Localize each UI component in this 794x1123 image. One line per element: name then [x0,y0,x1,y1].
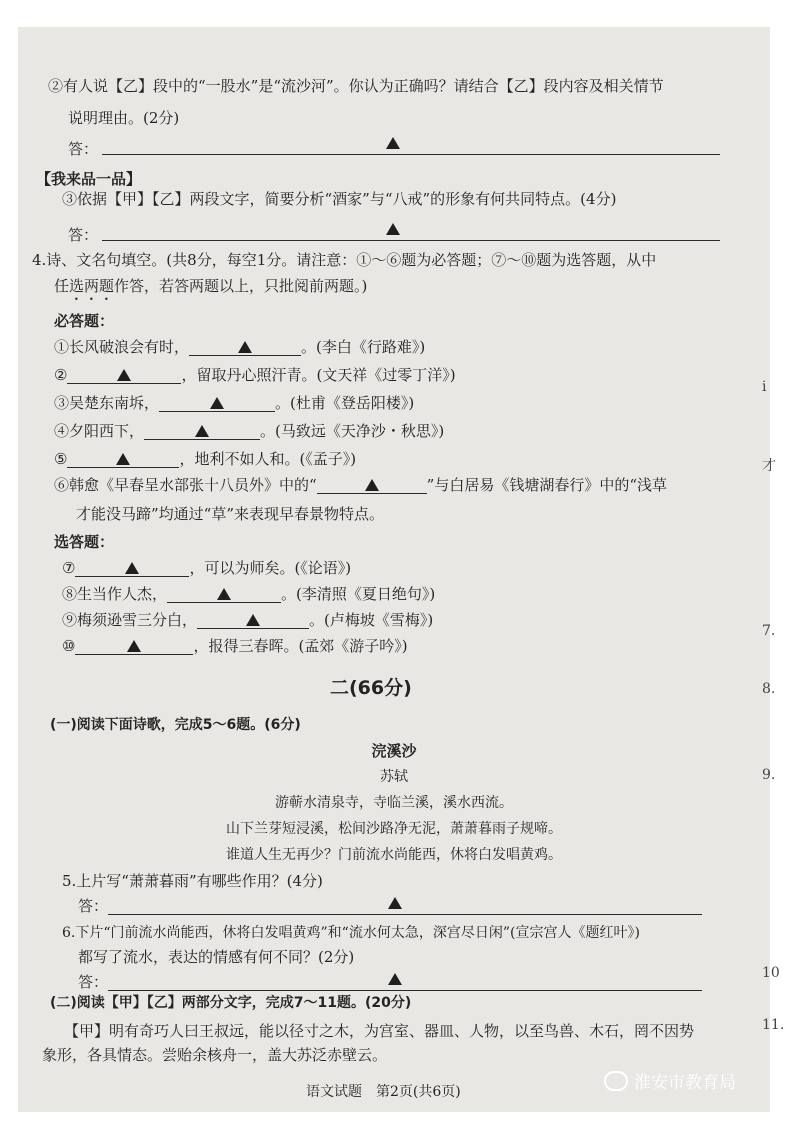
q6-line2: 都写了流水，表达的情感有何不同？(2分) [78,948,355,966]
fill-item-5: ⑤ ，地利不如人和。(《孟子》) [54,450,357,468]
fill-item-6: ⑥韩愈《早春呈水部张十八员外》中的“ ”与白居易《钱塘湖春行》中的“浅草 [54,476,668,494]
fill-item-10: ⑩ ，报得三春晖。(孟郊《游子吟》) [62,637,408,655]
triangle-icon [246,614,260,626]
triangle-icon [210,397,224,409]
fill-blank[interactable] [144,423,260,440]
answer-label: 答： [68,226,99,244]
q3-sub2-line1: ②有人说【乙】段中的“一股水”是“流沙河”。你认为正确吗？请结合【乙】段内容及相关情节 [48,77,664,95]
answer-line [108,989,702,991]
fill-blank[interactable] [317,477,427,494]
margin-mark: i [762,379,767,395]
poem-title: 浣溪沙 [371,742,417,760]
poem-line-2: 山下兰芽短浸溪，松间沙路净无泥，萧萧暮雨子规啼。 [226,821,562,837]
fill-blank[interactable] [189,339,301,356]
jia-line1: 【甲】明有奇巧人曰王叔远，能以径寸之木，为宫室、器皿、人物，以至鸟兽、木石，罔不因势 [64,1022,695,1040]
exam-page [18,27,785,1112]
answer-line [108,913,702,915]
fill-item-2: ② ，留取丹心照汗青。(文天祥《过零丁洋》) [54,366,456,384]
triangle-icon [388,973,402,985]
answer-line [102,239,720,241]
triangle-icon [125,562,139,574]
fill-blank[interactable] [159,395,275,412]
fill-item-8: ⑧生当作人杰， 。(李清照《夏日绝句》) [62,585,436,603]
q5: 5.上片写“萧萧暮雨”有哪些作用？(4分) [62,872,323,890]
fill-blank[interactable] [67,367,181,384]
poem-line-1: 游蕲水清泉寺，寺临兰溪，溪水西流。 [275,795,513,811]
triangle-icon [388,897,402,909]
triangle-icon [238,341,252,353]
margin-mark: 9. [762,767,776,783]
section-1-title: (一)阅读下面诗歌，完成5～6题。(6分) [50,717,301,733]
wechat-icon [604,1071,628,1091]
fill-blank[interactable] [75,560,189,577]
margin-mark: 10 [762,965,780,981]
fill-item-4: ④夕阳西下， 。(马致远《天净沙・秋思》) [54,422,445,440]
triangle-icon [217,588,231,600]
margin-mark: 才 [762,458,776,474]
answer-label: 答： [78,897,109,915]
section-title-pin: 【我来品一品】 [36,170,142,188]
fill-item-9: ⑨梅须逊雪三分白， 。(卢梅坡《雪梅》) [62,611,434,629]
required-title: 必答题： [54,312,115,330]
q3-sub3: ③依据【甲】【乙】两段文字，简要分析“酒家”与“八戒”的形象有何共同特点。(4分) [62,190,617,208]
triangle-icon [116,453,130,465]
fill-blank[interactable] [75,638,193,655]
fill-blank[interactable] [67,451,179,468]
triangle-icon [386,223,400,235]
margin-mark: 7. [762,623,776,639]
fill-item-3: ③吴楚东南坼， 。(杜甫《登岳阳楼》) [54,394,415,412]
q3-sub2-line2: 说明理由。(2分) [68,109,180,127]
triangle-icon [195,425,209,437]
poem-author: 苏轼 [380,769,408,785]
answer-line [102,153,720,155]
section-2-title: (二)阅读【甲】【乙】两部分文字，完成7～11题。(20分) [50,995,412,1011]
fill-item-7: ⑦ ，可以为师矣。(《论语》) [62,559,352,577]
margin-mark: 8. [762,681,776,697]
jia-line2: 象形，各具情态。尝贻余核舟一，盖大苏泛赤壁云。 [42,1046,388,1064]
q4-line1: 4.诗、文名句填空。(共8分，每空1分。请注意：①～⑥题为必答题；⑦～⑩题为选答题，从中 [32,251,657,269]
fill-blank[interactable] [197,612,309,629]
answer-label: 答： [78,973,109,991]
answer-label: 答： [68,140,99,158]
triangle-icon [117,369,131,381]
fill-item-6-cont: 才能没马蹄”均通过“草”来表现早春景物特点。 [76,505,385,523]
triangle-icon [386,137,400,149]
part-heading: 二(66分) [330,677,412,699]
optional-title: 选答题： [54,533,115,551]
watermark: 淮安市教育局 [604,1068,736,1093]
fill-item-1: ①长风破浪会有时， 。(李白《行路难》) [54,338,426,356]
q6-line1: 6.下片“门前流水尚能西，休将白发唱黄鸡”和“流水何太急，深宫尽日闲”(宣宗宫人《题红叶》) [62,925,640,941]
page-footer: 语文试题 第2页(共6页) [306,1084,461,1100]
q4-line2: 任选两题作答，若答两题以上，只批阅前两题。) [54,277,368,295]
fill-blank[interactable] [167,586,281,603]
poem-line-3: 谁道人生无再少？门前流水尚能西，休将白发唱黄鸡。 [226,847,562,863]
margin-mark: 11. [762,1017,785,1033]
triangle-icon [365,479,379,491]
triangle-icon [127,640,141,652]
